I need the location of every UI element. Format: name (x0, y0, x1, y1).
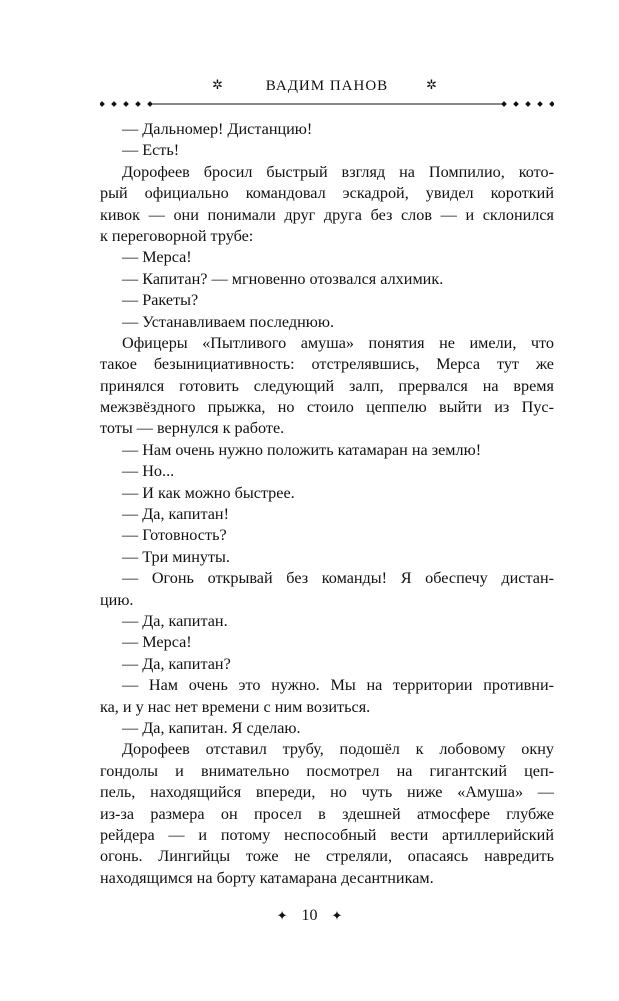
text-line: из-за размера он просел в здешней атмосфере глубже (100, 804, 554, 823)
text-line: — Но... (122, 462, 175, 481)
text-line: такое безынициативность: отстрелявшись, Мерса тут же (100, 355, 554, 374)
text-line: — Есть! (122, 141, 180, 160)
text-line: рейдера — и потому неспособный вести артиллерийский (100, 825, 554, 844)
text-line: — Нам очень это нужно. Мы на территории противни- (122, 676, 554, 695)
text-line: — Нам очень нужно положить катамаран на землю! (122, 440, 482, 459)
text-line: — Мерса! (122, 633, 192, 652)
text-line: — И как можно быстрее. (122, 483, 295, 502)
ornament-star-icon: ✲ (212, 77, 223, 92)
text-line: ка, и у нас нет времени с ним возиться. (100, 697, 371, 716)
text-line: — Ракеты? (122, 291, 199, 310)
running-header (100, 74, 554, 114)
text-line: — Да, капитан! (122, 505, 229, 524)
text-line: Дорофеев отставил трубу, подошёл к лобовому окну (122, 740, 554, 759)
text-line: — Да, капитан. Я сделаю. (122, 718, 301, 737)
ornament-star-icon: ✲ (426, 77, 437, 92)
text-line: пель, находящийся впереди, но чуть ниже «Амуша» — (100, 783, 554, 802)
text-line: Офицеры «Пытливого амуша» понятия не имели, что (122, 333, 554, 352)
footer-ornament-icon: ✦ (331, 908, 343, 923)
text-line: межзвёздного прыжка, но стоило цеппелю выйти из Пус- (100, 398, 554, 417)
author-name: ВАДИМ ПАНОВ (265, 78, 389, 94)
text-line: к переговорной трубе: (100, 226, 254, 245)
text-line: — Мерса! (122, 248, 192, 267)
text-line: — Да, капитан? (122, 654, 231, 673)
text-line: кивок — они понимали друг друга без слов — и склонился (100, 205, 554, 224)
text-line: находящимся на борту катамарана десантникам. (100, 868, 434, 887)
text-line: цию. (100, 590, 134, 609)
text-line: — Да, капитан. (122, 611, 228, 630)
text-line: — Капитан? — мгновенно отозвался алхимик. (122, 269, 444, 288)
text-line: гондолы и внимательно посмотрел на гигантский цеп- (100, 761, 554, 780)
page-number: 10 (301, 907, 318, 924)
text-line: — Дальномер! Дистанцию! (122, 120, 313, 138)
text-line: тоты — вернулся к работе. (100, 419, 285, 438)
text-line: Дорофеев бросил быстрый взгляд на Помпилио, кото- (122, 162, 554, 181)
text-line: принялся готовить следующий залп, прервался на время (100, 376, 554, 395)
text-line: — Огонь открывай без команды! Я обеспечу дистан- (122, 569, 554, 588)
body-text (100, 119, 554, 889)
text-line: — Устанавливаем последнюю. (122, 312, 335, 331)
footer-ornament-icon: ✦ (276, 908, 288, 923)
text-line: огонь. Лингийцы тоже не стреляли, опасаясь навредить (100, 847, 554, 866)
text-line: — Готовность? (122, 526, 227, 545)
text-line: рый официально командовал эскадрой, увидел короткий (100, 184, 554, 203)
header-rule (100, 100, 554, 108)
text-line: — Три минуты. (122, 547, 230, 566)
page-footer (0, 907, 619, 925)
